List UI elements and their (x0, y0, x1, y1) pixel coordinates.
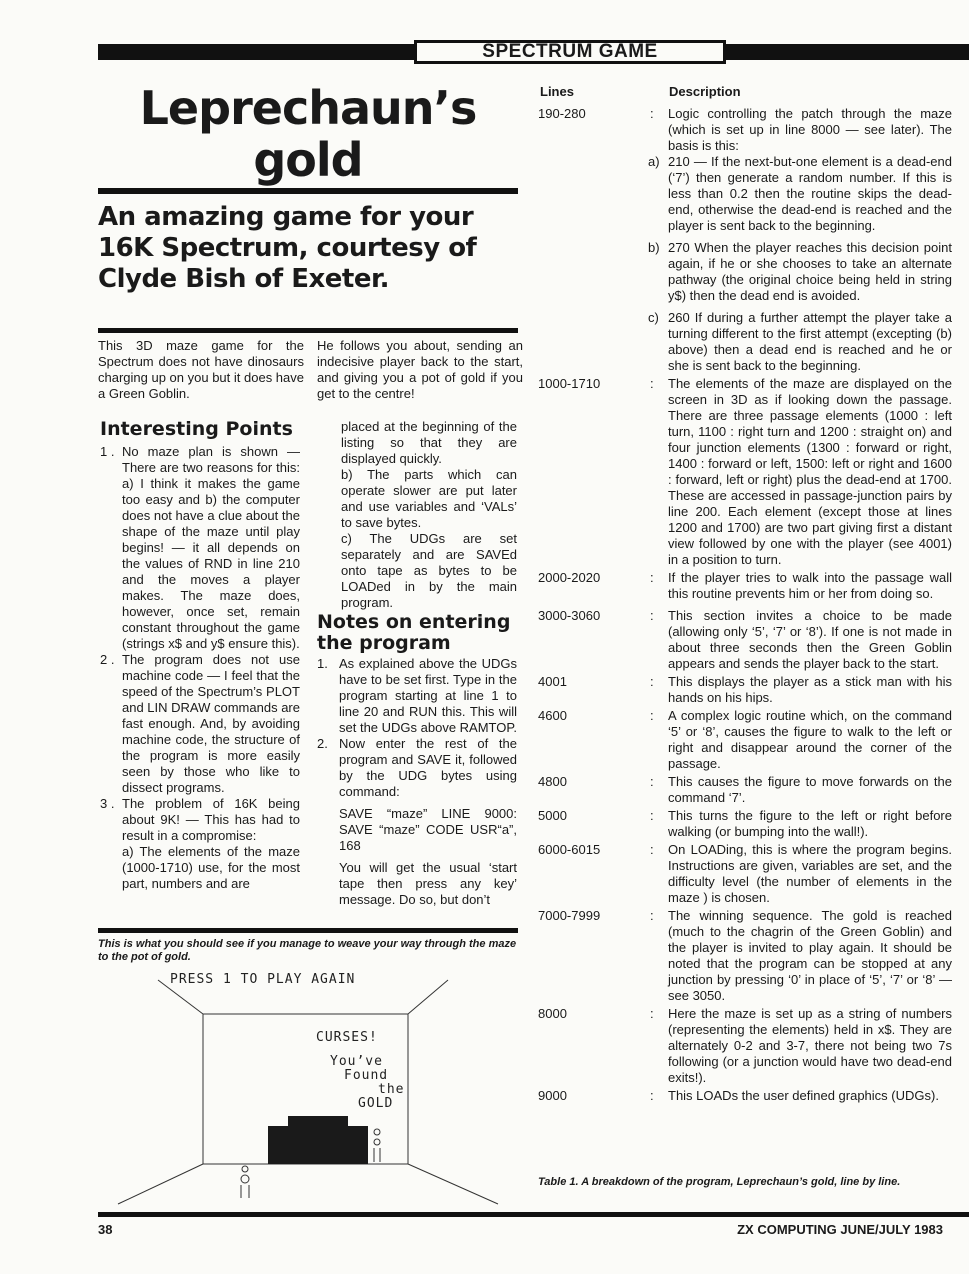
row-description: This turns the figure to the left or right before walking (or bumping into the wall!). (668, 808, 952, 839)
row-lines: 4800 (538, 774, 567, 789)
row-lines: 6000-6015 (538, 842, 601, 857)
table-row (538, 1088, 952, 1104)
row-colon: : (650, 570, 654, 585)
title-line-1: Leprechaun’s (139, 81, 477, 135)
program-breakdown-table (538, 106, 952, 1104)
section-banner (98, 40, 969, 64)
row-colon: : (650, 608, 654, 623)
row-lines: 3000-3060 (538, 608, 601, 623)
paragraph-c: c) The UDGs are set separately and are SAVEd onto tape as bytes to be LOADed in by the main program. (341, 531, 517, 610)
list-text: The problem of 16K being about 9K! — This has had to result in a compromise: (122, 796, 300, 843)
table-row (538, 106, 952, 374)
row-description: This section invites a choice to be made (allowing only ‘5’, ‘7’ or ‘8’). If one is not made in about three seconds then the Green Goblin appears and sends the player back to the start. (668, 608, 952, 671)
found-line-2: Found (344, 1068, 389, 1083)
row-description: The winning sequence. The gold is reached (much to the chagrin of the Green Goblin) and the player is invited to play again. It should be noted that the program can be stopped at any junction by pressing ‘0’ in place of ‘5’, ‘7’ or ‘8’ — see 3050. (668, 908, 952, 1003)
row-description: This displays the player as a stick man with his hands on his hips. (668, 674, 952, 705)
banner-label: SPECTRUM GAME (414, 40, 726, 64)
table-row (538, 1006, 952, 1086)
row-colon: : (650, 1088, 654, 1103)
subpoint-tag: c) (648, 310, 659, 325)
row-colon: : (650, 1006, 654, 1021)
row-lines: 2000-2020 (538, 570, 601, 585)
row-description: If the player tries to walk into the passage wall this routine prevents him or her from doing so. (668, 570, 952, 601)
row-lines: 7000-7999 (538, 908, 601, 923)
table-caption: Table 1. A breakdown of the program, Leprechaun’s gold, line by line. (538, 1176, 901, 1188)
interesting-col-right (341, 419, 517, 611)
magazine-footer: ZX COMPUTING JUNE/JULY 1983 (737, 1222, 943, 1237)
list-number: 3 . (100, 796, 115, 811)
list-text: The program does not use machine code — I feel that the speed of the Spectrum’s PLOT and LIN DRAW commands are fast enough. And, by avoiding machine code, the structure of the program is more easily seen by those who like to dissect programs. (122, 652, 300, 795)
curses-text: CURSES! (316, 1030, 378, 1045)
save-command: SAVE “maze” LINE 9000: SAVE “maze” CODE USR“a”, 168 (339, 806, 517, 853)
row-description: This causes the figure to move forwards on the command ‘7’. (668, 774, 952, 805)
found-line-3: the (378, 1082, 405, 1097)
page-number: 38 (98, 1222, 113, 1237)
row-description: The elements of the maze are displayed on the screen in 3D as if looking down the passage. There are three passage elements (1000 : left turn, 1100 : right turn and 1200 : straight on) and four junction elements (1300 : forward or right, 1400 : forward or left, 1500: left or right and 1600 : forward, left or right) plus the dead-end at 1700. These are accessed in passage-junction pairs by line 200. Each element (except those at lines 1200 and 1700) are two part giving first a distant view followed by one with the player (see 4001) in a position to turn. (668, 376, 952, 567)
row-description: Here the maze is set up as a string of numbers (representing the elements) held in x$. They are alternately 0-2 and 3-7, there not being two 7s following (or a junction would have two dead-end exits!). (668, 1006, 952, 1085)
row-description: A complex logic routine which, on the command ‘5’ or ‘8’, causes the figure to walk to the left or right and disappear around the corner of the passage. (668, 708, 952, 771)
subpoint-text: 260 If during a further attempt the player take a turning different to the first attempt (excepting (b) above) then a dead end is reached and he or she is sent back to the beginning. (668, 310, 952, 373)
subpoint-text: 210 — If the next-but-one element is a dead-end (‘7’) then generate a random number. If this is less than 0.2 then the routine skips the dead-end, otherwise the dead-end is reached and the player is sent back to the beginning. (668, 154, 952, 233)
row-colon: : (650, 376, 654, 391)
row-lines: 190-280 (538, 106, 586, 121)
subpoint-text: 270 When the player reaches this decision point again, if he or she chooses to take an alternate pathway (the original choice being held in string y$) then the dead end is avoided. (668, 240, 952, 303)
paragraph-a: a) The elements of the maze (1000-1710) use, for the most part, numbers and are (122, 844, 300, 891)
interesting-heading: Interesting Points (100, 418, 293, 440)
subpoint-tag: a) (648, 154, 660, 169)
list-number: 1. (317, 656, 328, 671)
row-description: This LOADs the user defined graphics (UDGs). (668, 1088, 939, 1103)
list-number: 1 . (100, 444, 115, 459)
table-row (538, 808, 952, 840)
paragraph-b: b) The parts which can operate slower are put later and use variables and ‘VALs’ to save bytes. (341, 467, 517, 530)
row-lines: 1000-1710 (538, 376, 601, 391)
row-lines: 8000 (538, 1006, 567, 1021)
table-row (538, 708, 952, 772)
list-text: As explained above the UDGs have to be set first. Type in the program starting at line 1 to line 20 and RUN this. This will set the UDGs above RAMTOP. (339, 656, 517, 735)
list-text: Now enter the rest of the program and SAVE it, followed by the UDG bytes using command: (339, 736, 517, 799)
intro-right: He follows you about, sending an indecisive player back to the start, and giving you a pot of gold if you get to the centre! (317, 338, 523, 401)
intro-left: This 3D maze game for the Spectrum does not have dinosaurs charging up on you but it does have a Green Goblin. (98, 338, 304, 401)
article-title (98, 82, 518, 186)
row-colon: : (650, 842, 654, 857)
caption-rule (98, 928, 518, 933)
list-number: 2. (317, 736, 328, 751)
list-item (317, 736, 517, 800)
row-colon: : (650, 674, 654, 689)
subpoint (648, 310, 952, 374)
row-lines: 9000 (538, 1088, 567, 1103)
list-item (317, 656, 517, 736)
row-lines: 5000 (538, 808, 567, 823)
notes-heading: Notes on entering the program (317, 611, 511, 654)
row-description: Logic controlling the patch through the maze (which is set up in line 8000 — see later). The basis is this: (668, 106, 952, 153)
found-line-1: You’ve (330, 1054, 383, 1069)
found-line-4: GOLD (358, 1096, 394, 1111)
subpoint-tag: b) (648, 240, 660, 255)
maze-drawing (98, 966, 518, 1212)
article-subtitle: An amazing game for your 16K Spectrum, courtesy of Clyde Bish of Exeter. (98, 202, 477, 294)
subtitle-rule (98, 328, 518, 333)
subpoint (648, 154, 952, 234)
row-colon: : (650, 106, 654, 121)
table-row (538, 570, 952, 602)
notes-col (317, 656, 517, 908)
row-description: On LOADing, this is where the program begins. Instructions are given, variables are set, and the difficulty level (the number of elements in the maze ) is chosen. (668, 842, 952, 905)
list-number: 2 . (100, 652, 115, 667)
table-row (538, 608, 952, 672)
title-line-2: gold (253, 133, 363, 187)
press-to-play-again-text: PRESS 1 TO PLAY AGAIN (170, 972, 356, 987)
list-item (100, 796, 300, 844)
screenshot-caption: This is what you should see if you manage to weave your way through the maze to the pot of gold. (98, 938, 517, 963)
row-colon: : (650, 774, 654, 789)
row-colon: : (650, 708, 654, 723)
row-lines: 4600 (538, 708, 567, 723)
game-screenshot (98, 966, 518, 1212)
list-text: No maze plan is shown — There are two reasons for this: a) I think it makes the game too easy and b) the computer does not have a clue about the shape of the maze until play begins! — it all depends on the values of RND in line 210 and the moves a player makes. The maze does, however, once set, remain constant throughout the game (strings x$ and y$ ensure this). (122, 444, 300, 651)
paragraph-continued: placed at the beginning of the listing so that they are displayed quickly. (341, 419, 517, 466)
table-row (538, 774, 952, 806)
table-header-lines: Lines (540, 84, 574, 99)
paragraph-after-command: You will get the usual ‘start tape then press any key’ message. Do so, but don’t (339, 860, 517, 907)
table-header-description: Description (669, 84, 741, 99)
subpoint (648, 240, 952, 304)
list-item (100, 444, 300, 652)
row-colon: : (650, 808, 654, 823)
row-lines: 4001 (538, 674, 567, 689)
table-row (538, 842, 952, 906)
title-rule (98, 188, 518, 194)
interesting-col-left (100, 444, 300, 892)
table-row (538, 674, 952, 706)
list-item (100, 652, 300, 796)
table-row (538, 908, 952, 1004)
row-colon: : (650, 908, 654, 923)
footer-rule (98, 1212, 969, 1217)
table-row (538, 376, 952, 568)
